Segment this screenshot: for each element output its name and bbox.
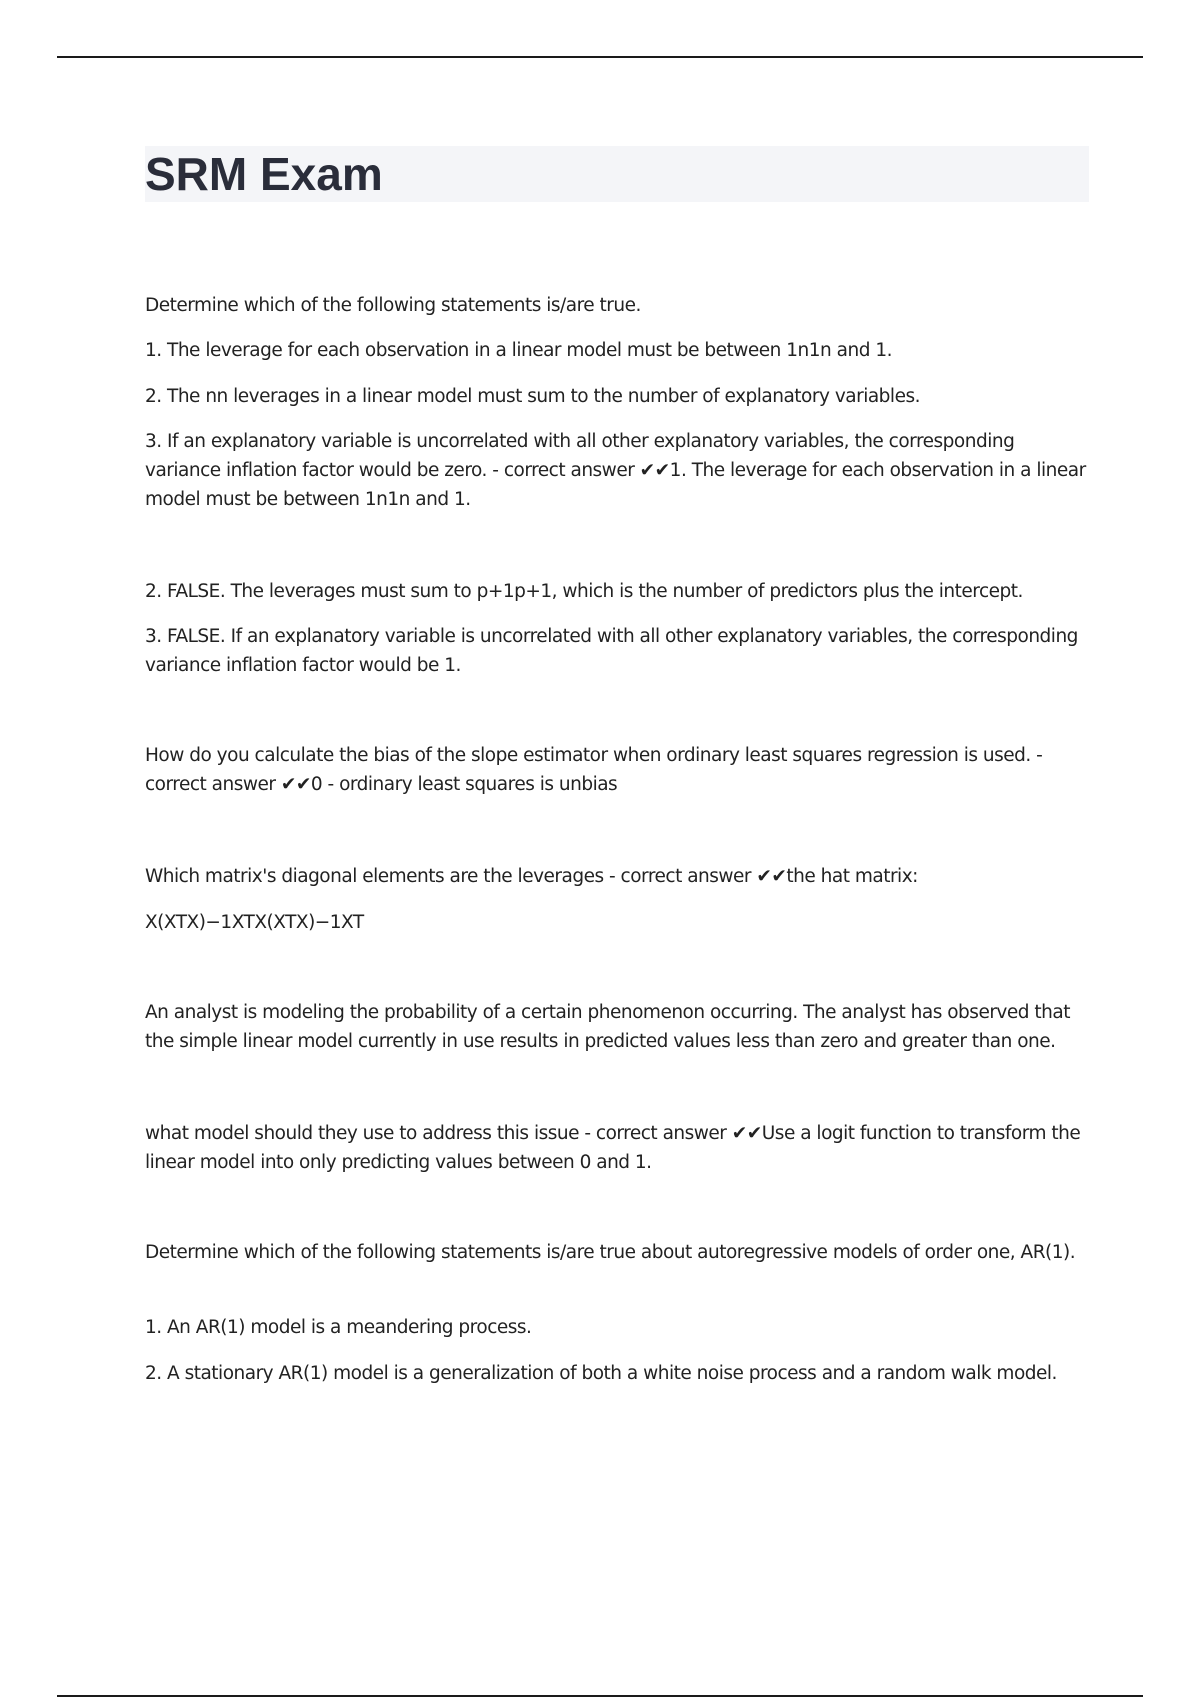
paragraph: 1. The leverage for each observation in a linear model must be between 1n1n and 1. [145, 340, 892, 361]
page-title: SRM Exam [145, 148, 383, 200]
paragraph: How do you calculate the bias of the slope estimator when ordinary least squares regression is used. - correct answer ✔✔0 - ordinary least squares is unbias [145, 745, 1043, 795]
paragraph: 1. An AR(1) model is a meandering process. [145, 1317, 532, 1338]
paragraph: Which matrix's diagonal elements are the leverages - correct answer ✔✔the hat matrix: [145, 866, 918, 887]
bottom-rule [57, 1695, 1143, 1697]
paragraph: Determine which of the following statements is/are true about autoregressive models of order one, AR(1). [145, 1242, 1076, 1263]
paragraph: 2. FALSE. The leverages must sum to p+1p+1, which is the number of predictors plus the intercept. [145, 581, 1023, 602]
formula: X(XTX)−1XTX(XTX)−1XT [145, 912, 364, 933]
top-rule [57, 56, 1143, 58]
paragraph: Determine which of the following statements is/are true. [145, 295, 641, 316]
paragraph: An analyst is modeling the probability of a certain phenomenon occurring. The analyst has observed that the simple linear model currently in use results in predicted values less than zero and greater than one. [145, 1002, 1070, 1052]
paragraph: 2. The nn leverages in a linear model must sum to the number of explanatory variables. [145, 386, 920, 407]
paragraph: 3. If an explanatory variable is uncorrelated with all other explanatory variables, the corresponding variance inflation factor would be zero. - correct answer ✔✔1. The leverage for each observation in a linear model must be between 1n1n and 1. [145, 431, 1086, 510]
paragraph: 2. A stationary AR(1) model is a generalization of both a white noise process and a random walk model. [145, 1363, 1057, 1384]
paragraph: what model should they use to address this issue - correct answer ✔✔Use a logit function to transform the linear model into only predicting values between 0 and 1. [145, 1123, 1081, 1173]
paragraph: 3. FALSE. If an explanatory variable is uncorrelated with all other explanatory variables, the corresponding variance inflation factor would be 1. [145, 626, 1078, 676]
